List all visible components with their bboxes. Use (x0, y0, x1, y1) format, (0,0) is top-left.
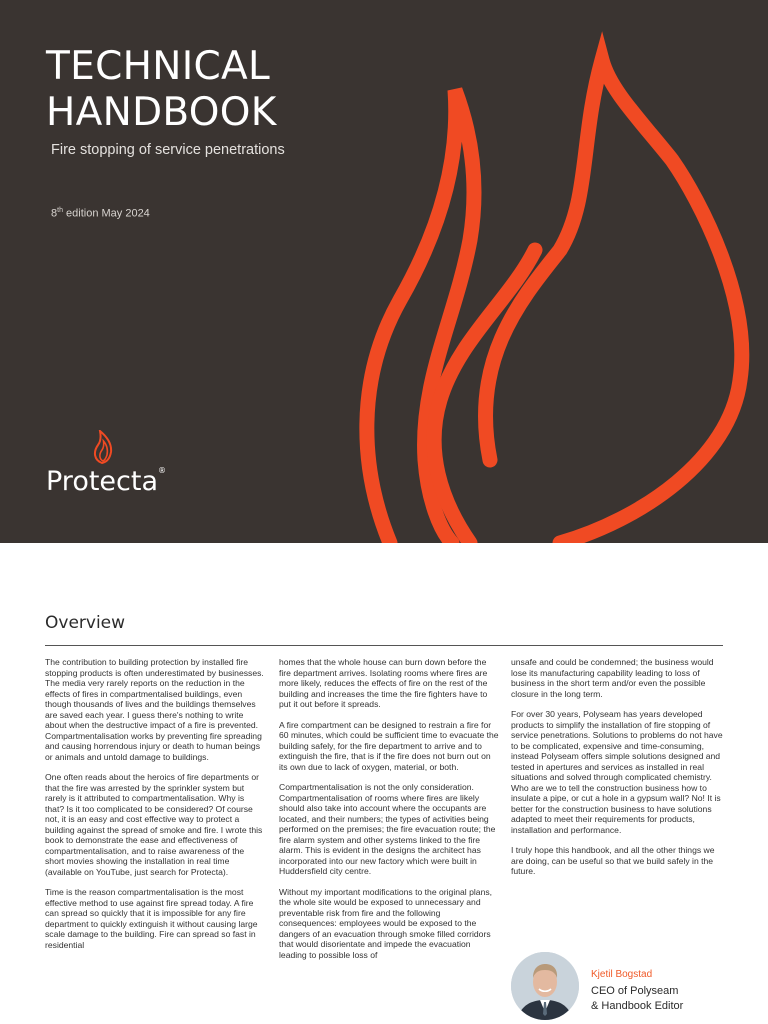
edition-suffix: th (57, 207, 63, 214)
text-column-2 (279, 657, 499, 970)
overview-heading: Overview (45, 613, 126, 633)
title-line-2: HANDBOOK (46, 90, 277, 135)
paragraph: I truly hope this handbook, and all the other things we are doing, can be useful so that we build safely in the future. (511, 845, 715, 876)
author-role-2: & Handbook Editor (591, 1000, 684, 1012)
edition-number: 8 (51, 207, 58, 220)
author-name: Kjetil Bogstad (591, 969, 653, 980)
paragraph: One often reads about the heroics of fire departments or that the fire was arrested by the sprinkler system but rarely is it attributed to compartmentalisation. Why is that? Is it too complicated to be considered? Of course not, it is an easy and cost effective way to protect a building against the spread of smoke and fire. I wrote this book to demonstrate the ease and effectiveness of compartmentalisation, and to raise awareness of the short movies showing the installation in real time (available on YouTube, just search for Protecta). (45, 772, 263, 877)
paragraph: Compartmentalisation is not the only consideration. Compartmentalisation of rooms where fires are likely should also take into account where the occupants are located, and their numbers; the types of activities being performed on the premises; the fire evacuation route; the fire alarm system and other systems linked to the fire alarm. This is evident in the designs the architect has incorporated into our new factory which were built in Huddersfield city centre. (279, 782, 496, 876)
protecta-flame-icon (92, 430, 114, 464)
text-column-3 (511, 657, 729, 887)
author-role: CEO of Polyseam (591, 985, 679, 997)
paragraph: A fire compartment can be designed to restrain a fire for 60 minutes, which could be sufficient time to evacuate the building safely, for the fire department to arrive and to extinguish the fire, that is if the fire does not burn out on its own due to lack of oxygen, material, or both. (279, 719, 499, 772)
edition (51, 207, 150, 220)
edition-text: edition May 2024 (62, 207, 150, 220)
title (46, 44, 277, 136)
paragraph: Without my important modifications to the original plans, the whole site would be exposed to unnecessary and preventable risk from fire and the following consequences: employees would be exposed to the dangers of an evacuation through smoke filled corridors that would disorientate and impede the evacuation leading to possible loss of (279, 886, 493, 960)
text-column-1 (45, 657, 265, 960)
subtitle: Fire stopping of service penetrations (51, 142, 285, 158)
paragraph: homes that the whole house can burn down before the fire department arrives. Isolating rooms where fires are more likely, reduces the effects of fire on the rest of the building and increases the time the fire fighters have to put it out before it spreads. (279, 657, 488, 709)
paragraph: The contribution to building protection by installed fire stopping products is often underestimated by businesses. The media very rarely reports on the reduction in the effects of fires in compartmentalised buildings, even though thousands of lives and the buildings themselves are saved each year. I guess there's nothing to write about when the destructive impact of a fire is prevented. Compartmentalisation works by preventing fire spreading and causing horrendous injury or death to human beings or animals and untold damage to buildings. (45, 657, 264, 762)
paragraph: For over 30 years, Polyseam has years developed products to simplify the installation of fire stopping of service penetrations. Solutions to problems do not have to be complicated, expensive and time-consuming, instead Polyseam offers simple solutions designed and tested in apertures and services as installed in real situations and solved through complicated chemistry. Who are we to tell the construction business how to insulate a pipe, or cut a hole in a gypsum wall? No! It is better for the construction business to have solutions adapted to meet their requirements for products, installation and performance. (511, 709, 723, 835)
paragraph: unsafe and could be condemned; the business would lose its manufacturing capability leading to loss of business in the short term and/or even the possible closure in the long term. (511, 657, 714, 699)
portrait-icon (511, 952, 579, 1020)
author-block (511, 952, 731, 1024)
brand-name (46, 466, 166, 497)
registered-mark: ® (158, 466, 167, 475)
heading-divider (45, 645, 723, 646)
avatar (511, 952, 579, 1020)
title-line-1: TECHNICAL (46, 44, 271, 89)
paragraph: Time is the reason compartmentalisation is the most effective method to use against fire spread today. A fire can spread so quickly that it is impossible for any fire department to quickly extinguish it without causing large scale damage to the building. Fire can spread so fast in residential (45, 887, 258, 950)
brand-name-text: Protecta (46, 466, 159, 497)
